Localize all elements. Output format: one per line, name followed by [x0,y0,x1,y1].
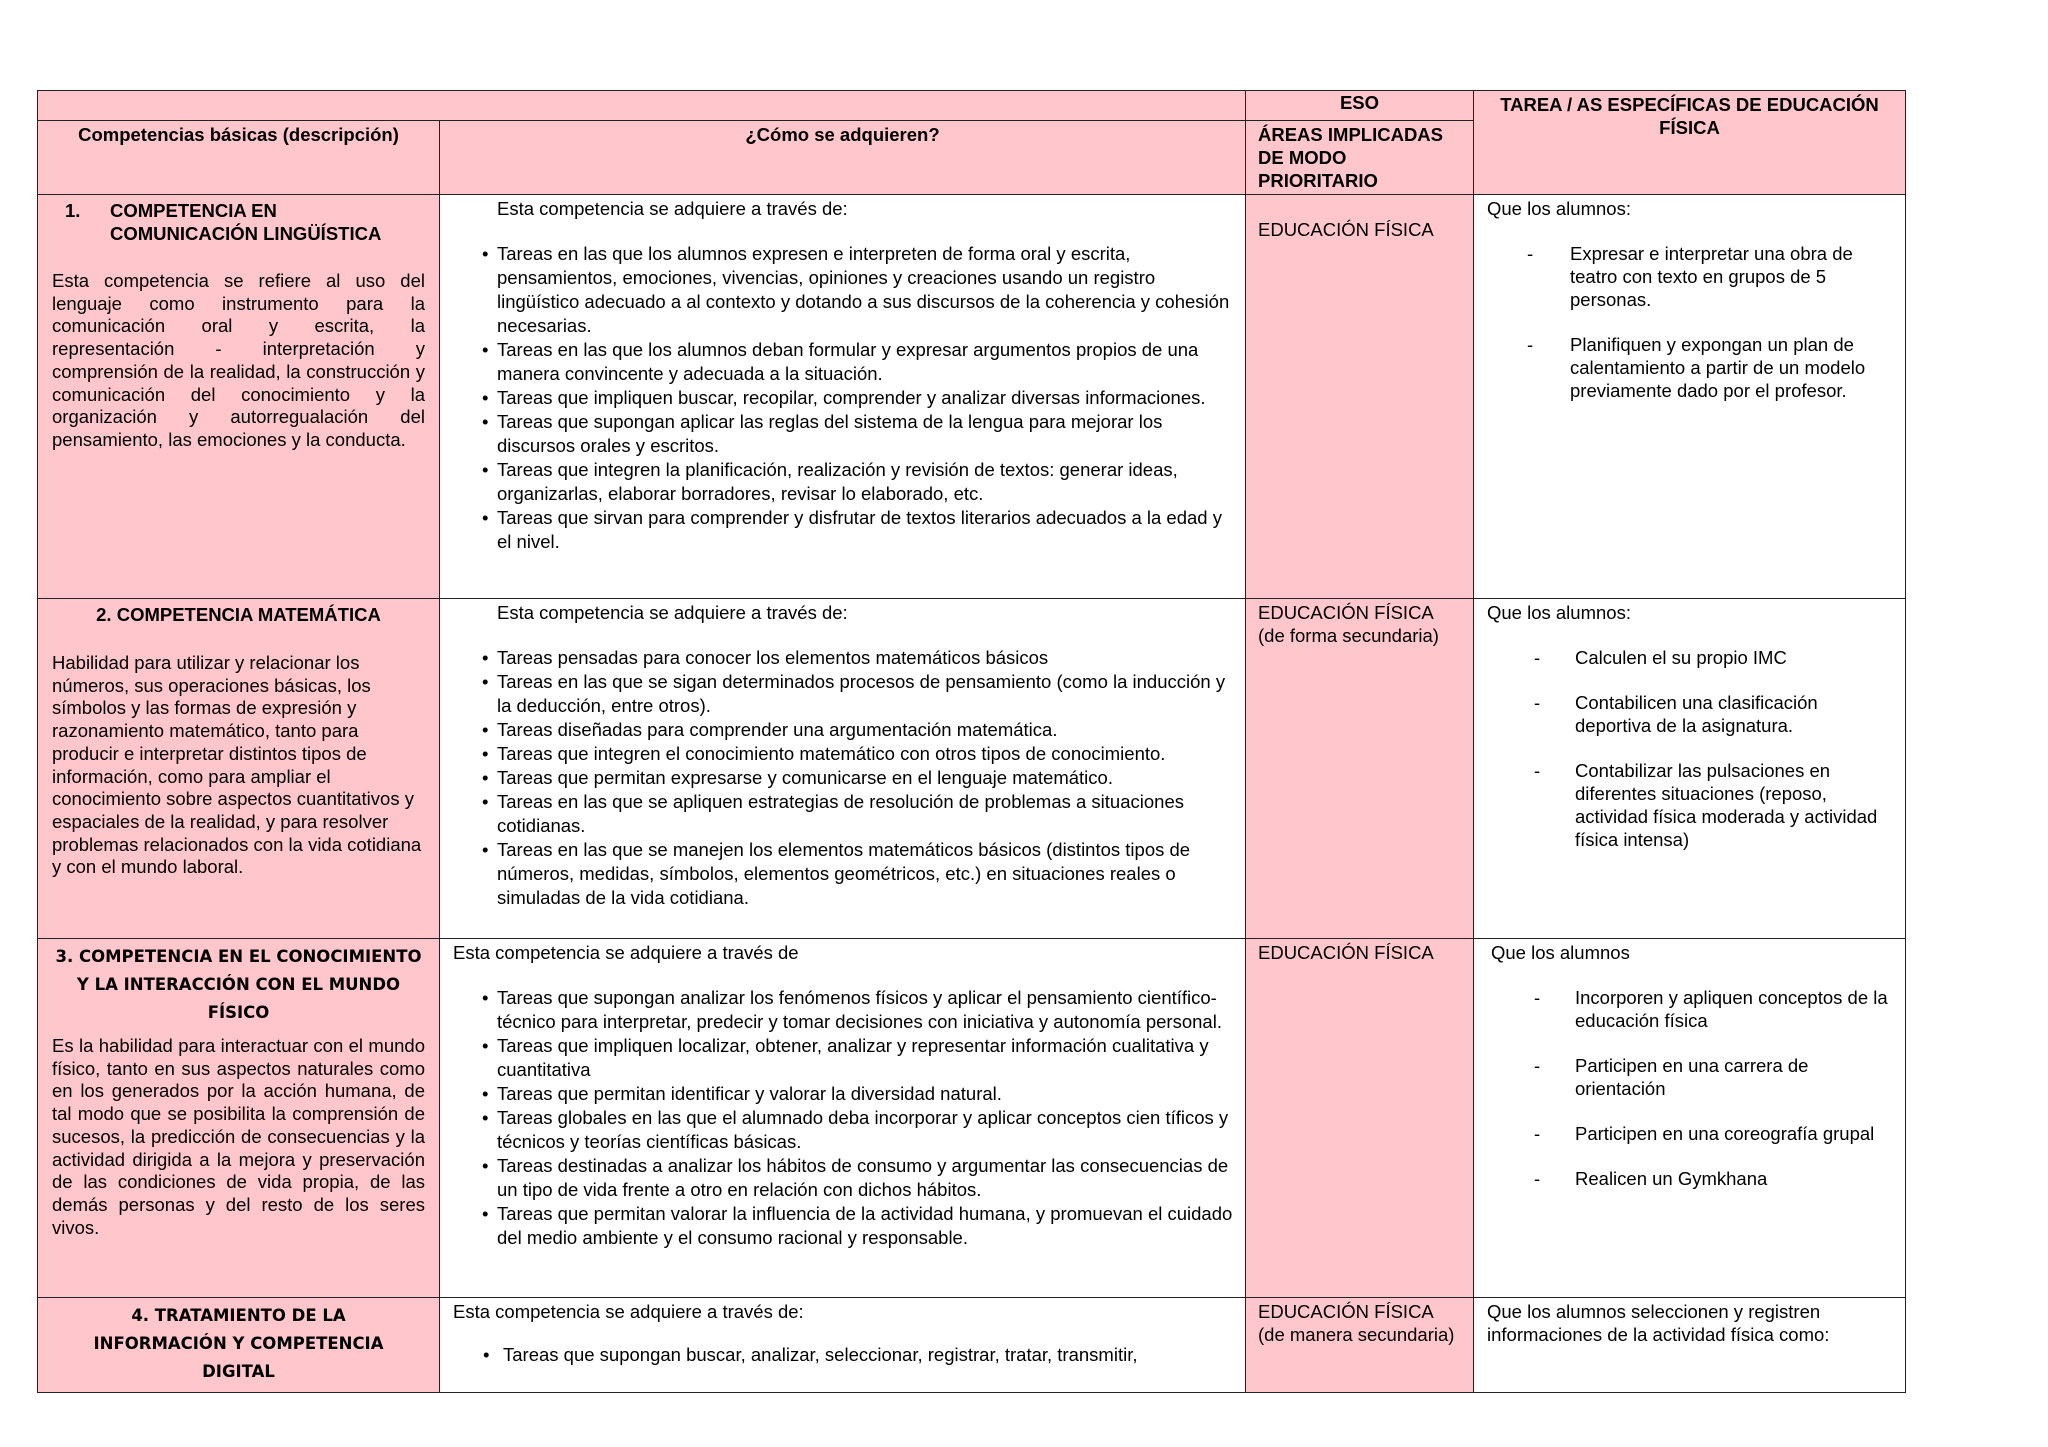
competencia-cell [38,939,440,1298]
competencia-cell [38,599,440,939]
list-item: • Tareas que sirvan para comprender y disfrutar de textos literarios adecuados a la edad y el nivel. [482,507,1222,552]
header-blank-cell [38,91,1246,121]
list-item: • Tareas en las que los alumnos expresen e interpreten de forma oral y escrita, pensamientos, emociones, vivencias, opiniones y creaciones usando un registro lingüístico adecuado a al contexto y dotando a sus discursos de la coherencia y cohesión necesarias. [482,243,1230,336]
tareas-intro: Que los alumnos: [1487,198,1631,219]
table-row [38,599,1906,939]
areas-cell [1246,599,1474,939]
tareas-list [1491,986,1896,1190]
area-note: (de manera secundaria) [1258,1324,1455,1345]
tareas-intro: Que los alumnos: [1487,602,1631,623]
task-list [449,1343,1236,1367]
header-areas-implicadas: ÁREAS IMPLICADAS DE MODO PRIORITARIO [1246,121,1474,195]
adquisicion-intro: Esta competencia se adquiere a través de: [497,602,848,623]
adquisicion-intro: Esta competencia se adquiere a través de [453,942,799,963]
competencia-title: 3. COMPETENCIA EN EL CONOCIMIENTO Y LA INTERACCIÓN CON EL MUNDO FÍSICO [55,947,422,1022]
list-item: • Tareas que permitan expresarse y comunicarse en el lenguaje matemático. [482,767,1113,788]
competencia-description: Habilidad para utilizar y relacionar los números, sus operaciones básicas, los símbolos y las formas de expresión y razonamiento matemático, tanto para producir e interpretar distintos tipos de información, como para ampliar el conocimiento sobre aspectos cuantitativos y espaciales de la realidad, y para resolver problemas relacionados con la vida cotidiana y con el mundo laboral. [52,652,422,878]
areas-cell [1246,195,1474,599]
header-eso: ESO [1246,91,1474,121]
header-row-top [38,91,1906,121]
adquisicion-intro: Esta competencia se adquiere a través de: [497,198,848,219]
list-item: - Planifiquen y expongan un plan de calentamiento a partir de un modelo previamente dado por el profesor. [1527,334,1866,401]
list-item: - Realicen un Gymkhana [1534,1168,1768,1189]
list-item: - Participen en una coreografía grupal [1534,1123,1875,1144]
list-item: - Participen en una carrera de orientación [1534,1055,1809,1099]
list-item: • Tareas que supongan buscar, analizar, seleccionar, registrar, tratar, transmitir, [483,1344,1138,1365]
list-item: • Tareas que permitan identificar y valorar la diversidad natural. [482,1083,1002,1104]
adquisicion-cell [440,1298,1246,1393]
list-item: • Tareas en las que se apliquen estrategias de resolución de problemas a situaciones cotidianas. [482,791,1184,836]
list-item: • Tareas que supongan analizar los fenómenos físicos y aplicar el pensamiento científico-técnico para interpretar, predecir y tomar decisiones con iniciativa y autonomía personal. [482,987,1222,1032]
list-item: • Tareas que supongan aplicar las reglas del sistema de la lengua para mejorar los discursos orales y escritos. [482,411,1163,456]
list-item: • Tareas que impliquen buscar, recopilar, comprender y analizar diversas informaciones. [482,387,1206,408]
area-label: EDUCACIÓN FÍSICA [1258,1301,1434,1322]
task-list [449,242,1236,554]
list-item: - Contabilicen una clasificación deportiva de la asignatura. [1534,692,1818,736]
list-item: • Tareas globales en las que el alumnado deba incorporar y aplicar conceptos cien tíficos y técnicos y teorías científicas básicas. [482,1107,1229,1152]
header-como-se-adquieren: ¿Cómo se adquieren? [440,121,1246,195]
competencia-cell [38,195,440,599]
area-note: (de forma secundaria) [1258,625,1439,646]
tareas-list [1487,242,1896,402]
tareas-especificas-cell [1474,939,1906,1298]
table-row [38,195,1906,599]
list-item: - Contabilizar las pulsaciones en diferentes situaciones (reposo, actividad física moderada y actividad física intensa) [1534,760,1878,850]
area-label: EDUCACIÓN FÍSICA [1258,602,1434,623]
header-competencias: Competencias básicas (descripción) [38,121,440,195]
area-label: EDUCACIÓN FÍSICA [1258,942,1434,963]
adquisicion-intro: Esta competencia se adquiere a través de: [453,1301,804,1322]
competencias-table [37,90,1906,1393]
list-item: • Tareas que integren el conocimiento matemático con otros tipos de conocimiento. [482,743,1166,764]
competencia-cell [38,1298,440,1393]
list-item: • Tareas en las que los alumnos deban formular y expresar argumentos propios de una manera convincente y adecuada a la situación. [482,339,1199,384]
adquisicion-cell [440,599,1246,939]
list-item: • Tareas que integren la planificación, realización y revisión de textos: generar ideas, organizarlas, elaborar borradores, revisar lo elaborado, etc. [482,459,1178,504]
table-row [38,939,1906,1298]
list-item: • Tareas que permitan valorar la influencia de la actividad humana, y promuevan el cuidado del medio ambiente y el consumo racional y responsable. [482,1203,1233,1248]
task-list [449,646,1236,910]
list-item: • Tareas pensadas para conocer los elementos matemáticos básicos [482,647,1049,668]
list-item: - Incorporen y apliquen conceptos de la educación física [1534,987,1888,1031]
competencia-title: 2. COMPETENCIA MATEMÁTICA [96,604,381,625]
header-tareas-especificas: TAREA / AS ESPECÍFICAS DE EDUCACIÓN FÍSICA [1474,91,1906,195]
list-item: • Tareas en las que se manejen los elementos matemáticos básicos (distintos tipos de números, medidas, símbolos, elementos geométricos, etc.) en situaciones reales o simuladas de la vida cotidiana. [482,839,1191,908]
adquisicion-cell [440,195,1246,599]
task-list [449,986,1236,1250]
tareas-list [1487,646,1896,851]
competencia-description: Esta competencia se refiere al uso del lenguaje como instrumento para la comunicación oral y escrita, la representación - interpretación y comprensión de la realidad, la construcción y comunicación del conocimiento y la organización y autorregualación del pensamiento, las emociones y la conducta. [52,270,425,450]
area-label: EDUCACIÓN FÍSICA [1258,219,1434,240]
tareas-intro: Que los alumnos seleccionen y registren informaciones de la actividad física como: [1487,1301,1830,1345]
list-item: • Tareas en las que se sigan determinados procesos de pensamiento (como la inducción y la deducción, entre otros). [482,671,1226,716]
list-item: - Calculen el su propio IMC [1534,647,1787,668]
areas-cell [1246,1298,1474,1393]
list-item: • Tareas que impliquen localizar, obtener, analizar y representar información cualitativa y cuantitativa [482,1035,1209,1080]
areas-cell [1246,939,1474,1298]
tareas-especificas-cell [1474,1298,1906,1393]
competencia-title: 4. TRATAMIENTO DE LA INFORMACIÓN Y COMPETENCIA DIGITAL [93,1306,384,1381]
list-item: - Expresar e interpretar una obra de teatro con texto en grupos de 5 personas. [1527,243,1853,310]
list-item: • Tareas destinadas a analizar los hábitos de consumo y argumentar las consecuencias de un tipo de vida frente a otro en relación con dichos hábitos. [482,1155,1229,1200]
adquisicion-cell [440,939,1246,1298]
tareas-intro: Que los alumnos [1491,942,1630,963]
competencia-description: Es la habilidad para interactuar con el mundo físico, tanto en sus aspectos naturales como en los generados por la acción humana, de tal modo que se posibilita la comprensión de sucesos, la predicción de consecuencias y la actividad dirigida a la mejora y preservación de las condiciones de vida propia, de las demás personas y del resto de los seres vivos. [52,1035,425,1238]
tareas-especificas-cell [1474,599,1906,939]
list-item: • Tareas diseñadas para comprender una argumentación matemática. [482,719,1058,740]
competencia-title: 1. COMPETENCIA EN COMUNICACIÓN LINGÜÍSTICA [65,200,382,244]
tareas-especificas-cell [1474,195,1906,599]
table-row [38,1298,1906,1393]
